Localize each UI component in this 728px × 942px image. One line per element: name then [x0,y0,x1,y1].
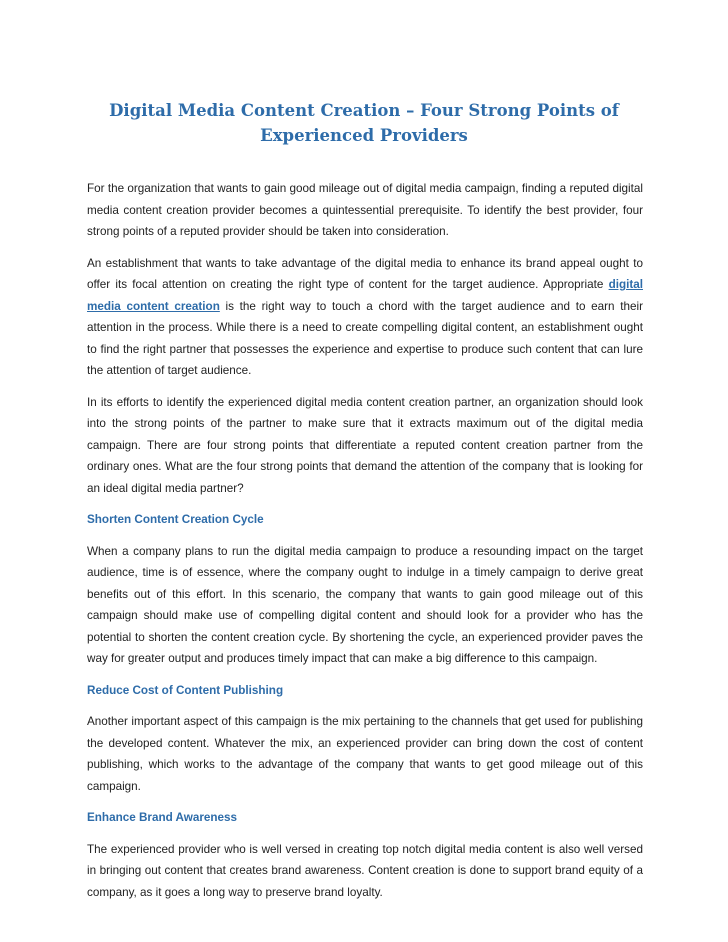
section-heading-brand-awareness: Enhance Brand Awareness [87,811,238,824]
document-title [84,98,644,148]
intro-paragraph: For the organization that wants to gain good mileage out of digital media campaign, finding a reputed digital media content creation provider becomes a quintessential prerequisite. To identify the best provider, four strong points of a reputed provider should be taken into consideration. [87,182,643,238]
document-body [87,178,643,913]
section-heading-reduce-cost: Reduce Cost of Content Publishing [87,683,284,697]
section-text-reduce-cost: Another important aspect of this campaign is the mix pertaining to the channels that get used for publishing the developed content. Whatever the mix, an experienced provider can bring down the cost of content publishing, which works to the advantage of the company that wants to get good mileage out of this campaign. [87,715,643,793]
paragraph-2 [87,253,643,382]
paragraph-2-text-before: An establishment that wants to take advantage of the digital media to enhance its brand appeal ought to offer its focal attention on creating the right type of content for the target audience. Appropriate [87,256,643,291]
paragraph-2-text-after: is the right way to touch a chord with the target audience and to earn their attention in the process. While there is a need to create compelling digital content, an establishment ought to find the right partner that possesses the experience and expertise to produce such content that can lure the attention of target audience. [87,299,643,377]
digital-media-content-creation-link[interactable]: digital media content creation [87,278,643,313]
section-text-shorten-cycle: When a company plans to run the digital media campaign to produce a resounding impact on the target audience, time is of essence, where the company ought to indulge in a timely campaign to derive great benefits out of this effort. In this scenario, the company that wants to gain good mileage out of this campaign should make use of compelling digital content and should look for a provider who has the potential to shorten the content creation cycle. By shortening the cycle, an experienced provider paves the way for greater output and produces timely impact that can make a big difference to this campaign. [87,544,643,665]
title-line-2: Experienced Providers [260,126,468,145]
title-line-1: Digital Media Content Creation – Four Strong Points of [109,101,619,120]
section-heading-shorten-cycle: Shorten Content Creation Cycle [87,513,264,526]
section-text-brand-awareness: The experienced provider who is well versed in creating top notch digital media content is also well versed in bringing out content that creates brand awareness. Content creation is done to support brand equity of a company, as it goes a long way to preserve brand loyalty. [87,842,643,899]
paragraph-3: In its efforts to identify the experienced digital media content creation partner, an organization should look into the strong points of the partner to make sure that it extracts maximum out of the digital media campaign. There are four strong points that differentiate a reputed content creation partner from the ordinary ones. What are the four strong points that demand the attention of the company that is looking for an ideal digital media partner? [87,395,643,495]
